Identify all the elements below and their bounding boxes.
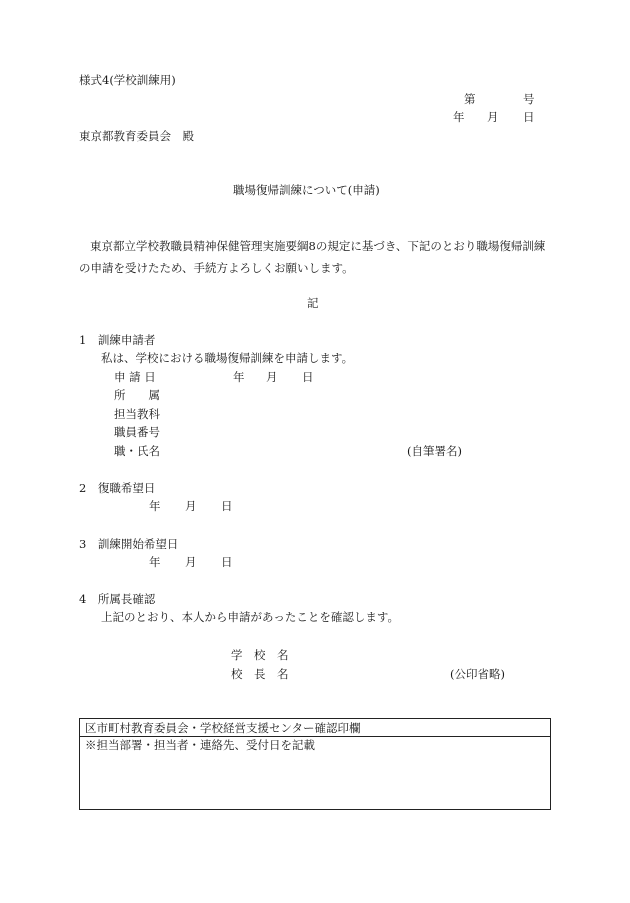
confirmation-box-body xyxy=(80,736,550,809)
form-label: 様式4(学校訓練用) xyxy=(79,73,176,87)
training-start-day: 日 xyxy=(221,555,233,569)
header-date-year: 年 xyxy=(453,110,465,124)
seal-note: (公印省略) xyxy=(450,667,505,681)
return-date-day: 日 xyxy=(221,499,233,513)
apply-date-year: 年 xyxy=(233,370,245,384)
section4-statement: 上記のとおり、本人から申請があったことを確認します。 xyxy=(101,610,399,624)
subject-label: 担当教科 xyxy=(114,407,160,421)
document-title: 職場復帰訓練について(申請) xyxy=(233,183,380,197)
confirmation-box-note: ※担当部署・担当者・連絡先、受付日を記載 xyxy=(85,738,315,752)
school-name-label: 学 校 名 xyxy=(231,648,289,662)
header-date-month: 月 xyxy=(487,110,499,124)
return-date-year: 年 xyxy=(149,499,161,513)
apply-date-day: 日 xyxy=(302,370,314,384)
ki-marker: 記 xyxy=(307,296,319,310)
signature-note: (自筆署名) xyxy=(407,444,462,458)
confirmation-box xyxy=(79,718,551,810)
confirmation-box-title: 区市町村教育委員会・学校経営支援センター確認印欄 xyxy=(85,721,361,735)
confirmation-box-header xyxy=(80,719,550,737)
section3-heading: 3 訓練開始希望日 xyxy=(79,537,179,551)
affiliation-label: 所 属 xyxy=(114,388,160,402)
section2-heading: 2 復職希望日 xyxy=(79,481,156,495)
return-date-month: 月 xyxy=(185,499,197,513)
section1-heading: 1 訓練申請者 xyxy=(79,333,156,347)
header-date-day: 日 xyxy=(523,110,535,124)
addressee: 東京都教育委員会 殿 xyxy=(79,129,194,143)
training-start-year: 年 xyxy=(149,555,161,569)
apply-date-month: 月 xyxy=(266,370,278,384)
staff-number-label: 職員番号 xyxy=(114,425,160,439)
title-name-label: 職・氏名 xyxy=(114,444,160,458)
number-dai: 第 xyxy=(464,92,476,106)
training-start-month: 月 xyxy=(185,555,197,569)
section1-statement: 私は、学校における職場復帰訓練を申請します。 xyxy=(101,351,354,365)
principal-name-label: 校 長 名 xyxy=(231,667,289,681)
section4-heading: 4 所属長確認 xyxy=(79,592,156,606)
intro-paragraph: 東京都立学校教職員精神保健管理実施要綱8の規定に基づき、下記のとおり職場復帰訓練の申請を受けたため、手続方よろしくお願いします。 xyxy=(79,239,546,275)
number-go: 号 xyxy=(523,92,535,106)
apply-date-label: 申 請 日 xyxy=(114,370,156,384)
